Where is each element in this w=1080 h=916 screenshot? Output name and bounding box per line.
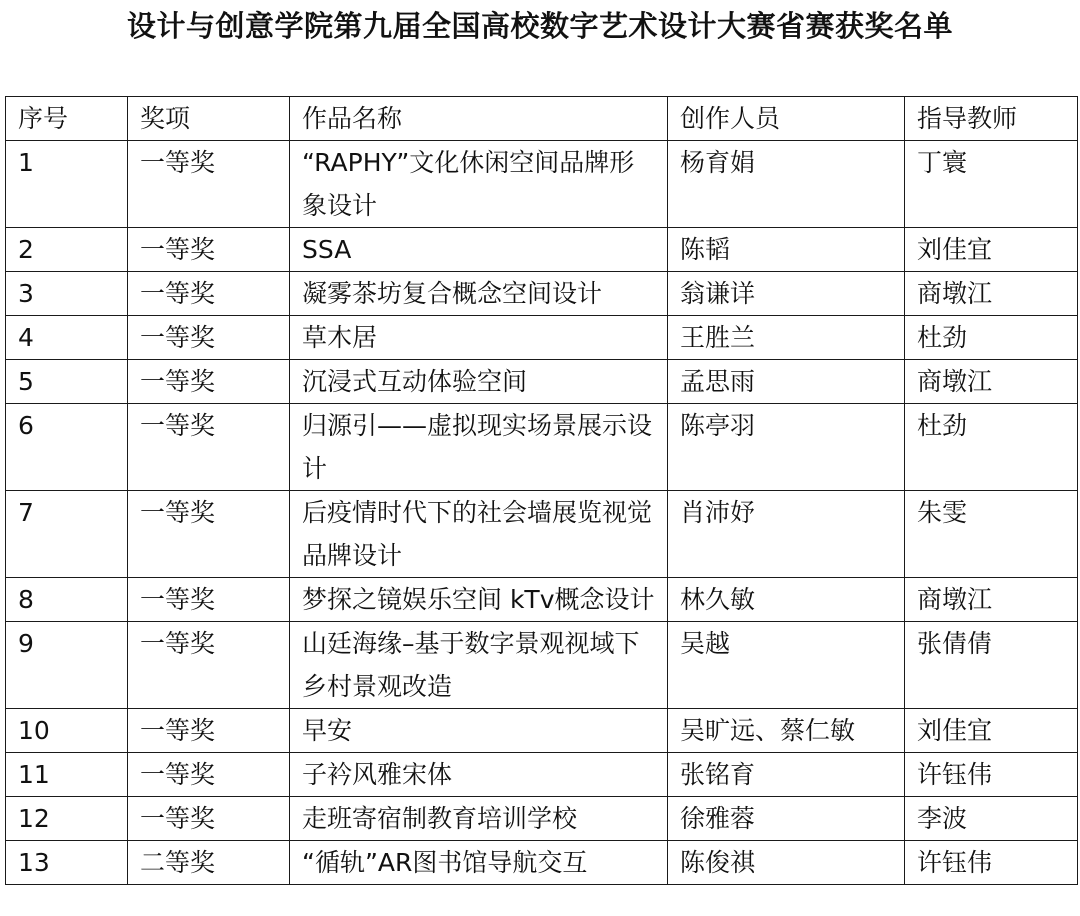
cell-creator: 杨育娟 [668, 141, 905, 228]
header-row [6, 97, 1078, 141]
cell-creator: 吴旷远、蔡仁敏 [668, 709, 905, 753]
table-row [6, 797, 1078, 841]
table-body [6, 141, 1078, 885]
cell-award: 一等奖 [128, 228, 290, 272]
cell-creator: 徐雅蓉 [668, 797, 905, 841]
table-row [6, 272, 1078, 316]
cell-teacher: 李波 [905, 797, 1078, 841]
cell-work: 凝雾茶坊复合概念空间设计 [290, 272, 668, 316]
cell-teacher: 杜劲 [905, 316, 1078, 360]
cell-award: 一等奖 [128, 491, 290, 578]
cell-teacher: 许钰伟 [905, 753, 1078, 797]
cell-teacher: 商墩江 [905, 360, 1078, 404]
cell-work: 山廷海缘–基于数字景观视域下乡村景观改造 [290, 622, 668, 709]
cell-award: 一等奖 [128, 141, 290, 228]
cell-award: 一等奖 [128, 578, 290, 622]
cell-no: 8 [6, 578, 128, 622]
cell-work: SSA [290, 228, 668, 272]
cell-award: 一等奖 [128, 316, 290, 360]
cell-creator: 翁谦详 [668, 272, 905, 316]
cell-no: 5 [6, 360, 128, 404]
cell-creator: 陈俊祺 [668, 841, 905, 885]
cell-no: 3 [6, 272, 128, 316]
cell-work: 归源引——虚拟现实场景展示设计 [290, 404, 668, 491]
header-creator: 创作人员 [668, 97, 905, 141]
cell-teacher: 朱雯 [905, 491, 1078, 578]
cell-creator: 陈亭羽 [668, 404, 905, 491]
cell-teacher: 商墩江 [905, 272, 1078, 316]
table-row [6, 228, 1078, 272]
awards-table [5, 96, 1078, 885]
table-row [6, 841, 1078, 885]
cell-award: 一等奖 [128, 709, 290, 753]
cell-work: 早安 [290, 709, 668, 753]
cell-no: 7 [6, 491, 128, 578]
header-award: 奖项 [128, 97, 290, 141]
cell-teacher: 刘佳宜 [905, 228, 1078, 272]
cell-work: 梦探之镜娱乐空间 kTv概念设计 [290, 578, 668, 622]
table-row [6, 404, 1078, 491]
cell-work: 草木居 [290, 316, 668, 360]
cell-work: “循轨”AR图书馆导航交互 [290, 841, 668, 885]
cell-creator: 肖沛妤 [668, 491, 905, 578]
table-row [6, 360, 1078, 404]
cell-no: 4 [6, 316, 128, 360]
cell-creator: 林久敏 [668, 578, 905, 622]
cell-teacher: 刘佳宜 [905, 709, 1078, 753]
page-title: 设计与创意学院第九届全国高校数字艺术设计大赛省赛获奖名单 [126, 9, 953, 43]
cell-teacher: 许钰伟 [905, 841, 1078, 885]
cell-award: 一等奖 [128, 797, 290, 841]
cell-creator: 吴越 [668, 622, 905, 709]
cell-no: 9 [6, 622, 128, 709]
cell-work: 后疫情时代下的社会墙展览视觉品牌设计 [290, 491, 668, 578]
cell-teacher: 张倩倩 [905, 622, 1078, 709]
table-row [6, 316, 1078, 360]
table-row [6, 141, 1078, 228]
table-row [6, 491, 1078, 578]
cell-work: 子衿风雅宋体 [290, 753, 668, 797]
cell-no: 1 [6, 141, 128, 228]
cell-no: 2 [6, 228, 128, 272]
cell-teacher: 商墩江 [905, 578, 1078, 622]
table-row [6, 753, 1078, 797]
cell-creator: 孟思雨 [668, 360, 905, 404]
cell-award: 一等奖 [128, 360, 290, 404]
cell-no: 6 [6, 404, 128, 491]
cell-creator: 王胜兰 [668, 316, 905, 360]
cell-award: 一等奖 [128, 272, 290, 316]
cell-teacher: 丁寰 [905, 141, 1078, 228]
cell-no: 11 [6, 753, 128, 797]
cell-award: 一等奖 [128, 622, 290, 709]
cell-teacher: 杜劲 [905, 404, 1078, 491]
cell-creator: 张铭育 [668, 753, 905, 797]
cell-no: 10 [6, 709, 128, 753]
cell-work: “RAPHY”文化休闲空间品牌形象设计 [290, 141, 668, 228]
table-row [6, 578, 1078, 622]
header-work: 作品名称 [290, 97, 668, 141]
cell-award: 一等奖 [128, 753, 290, 797]
header-teacher: 指导教师 [905, 97, 1078, 141]
cell-award: 二等奖 [128, 841, 290, 885]
table-row [6, 622, 1078, 709]
cell-creator: 陈韬 [668, 228, 905, 272]
cell-award: 一等奖 [128, 404, 290, 491]
table-row [6, 709, 1078, 753]
cell-work: 走班寄宿制教育培训学校 [290, 797, 668, 841]
cell-no: 13 [6, 841, 128, 885]
header-no: 序号 [6, 97, 128, 141]
cell-no: 12 [6, 797, 128, 841]
cell-work: 沉浸式互动体验空间 [290, 360, 668, 404]
